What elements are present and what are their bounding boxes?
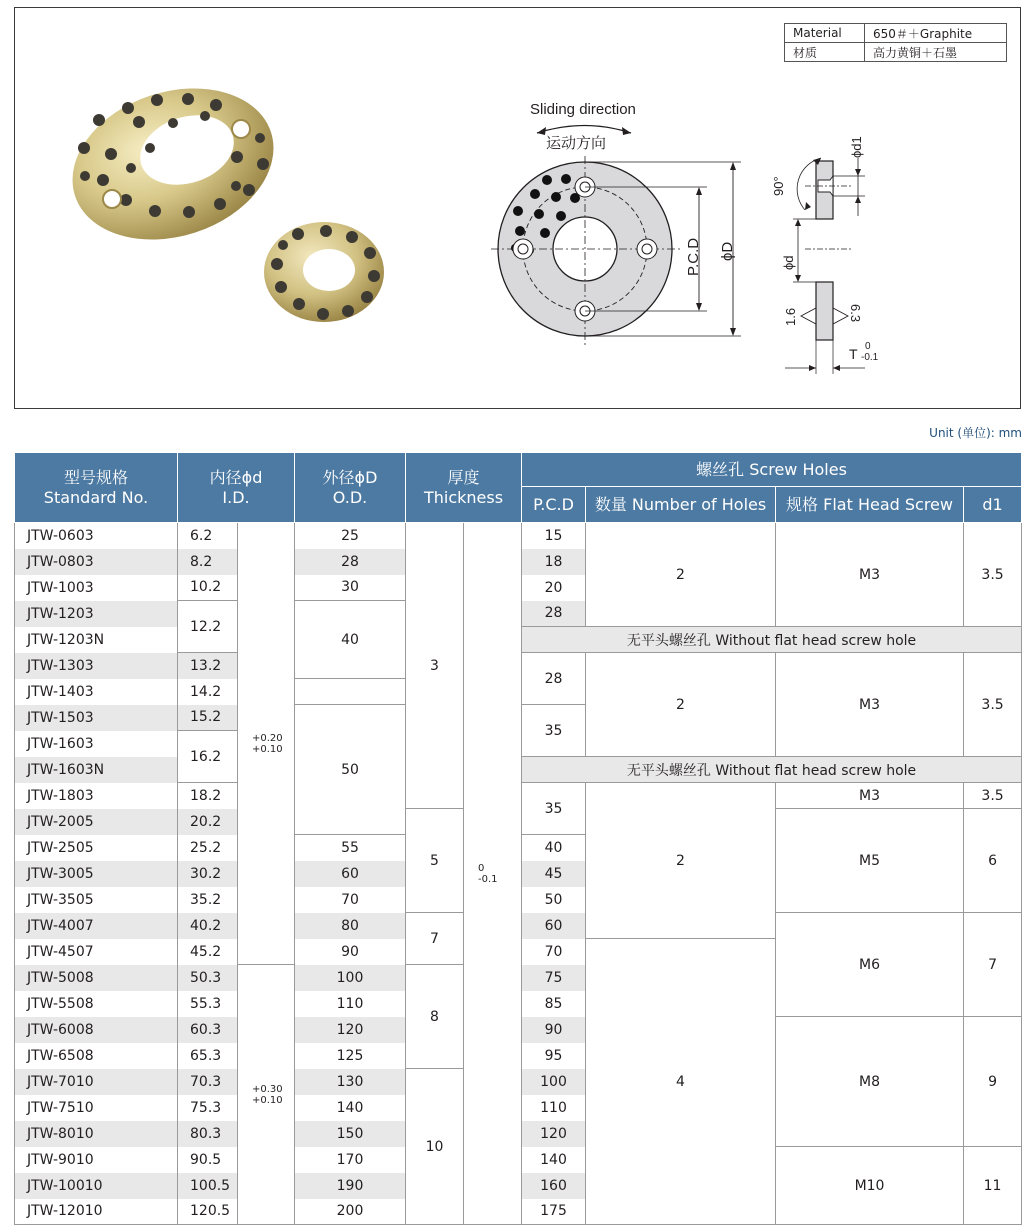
pcd-cell: 75 bbox=[522, 965, 586, 991]
od-cell: 70 bbox=[295, 887, 406, 913]
pcd-cell: 20 bbox=[522, 575, 586, 601]
number-of-holes-cell: 2 bbox=[586, 783, 776, 939]
thickness-tol-upper: 0 bbox=[865, 341, 871, 352]
id-tolerance-b: +0.30 +0.10 bbox=[238, 965, 295, 1225]
col-pcd: P.C.D bbox=[522, 487, 586, 523]
od-cell: 110 bbox=[295, 991, 406, 1017]
number-of-holes-cell: 4 bbox=[586, 939, 776, 1225]
od-cell: 150 bbox=[295, 1121, 406, 1147]
od-cell: 30 bbox=[295, 575, 406, 601]
standard-no-cell: JTW-0803 bbox=[15, 549, 178, 575]
d1-cell: 11 bbox=[964, 1147, 1022, 1225]
id-cell: 70.3 bbox=[178, 1069, 238, 1095]
flat-head-screw-cell: M5 bbox=[776, 809, 964, 913]
od-cell: 100 bbox=[295, 965, 406, 991]
pcd-cell: 110 bbox=[522, 1095, 586, 1121]
col-od: 外径ϕD O.D. bbox=[295, 453, 406, 523]
od-cell: 140 bbox=[295, 1095, 406, 1121]
d1-cell: 3.5 bbox=[964, 523, 1022, 627]
standard-no-cell: JTW-1203N bbox=[15, 627, 178, 653]
standard-no-cell: JTW-1003 bbox=[15, 575, 178, 601]
material-key: Material bbox=[785, 24, 865, 43]
d1-cell: 9 bbox=[964, 1017, 1022, 1147]
thickness-label: T bbox=[849, 346, 858, 362]
sliding-arrow-icon bbox=[537, 126, 631, 134]
flat-head-screw-cell: M10 bbox=[776, 1147, 964, 1225]
standard-no-cell: JTW-8010 bbox=[15, 1121, 178, 1147]
table-header-row bbox=[15, 453, 1022, 487]
large-washer-photo bbox=[53, 64, 293, 265]
sliding-direction-cn: 运动方向 bbox=[546, 134, 607, 152]
od-cell: 200 bbox=[295, 1199, 406, 1225]
col-thickness: 厚度 Thickness bbox=[406, 453, 522, 523]
material-value-cn: 高力黄铜＋石墨 bbox=[865, 43, 1007, 62]
od-cell: 60 bbox=[295, 861, 406, 887]
no-screw-hole-note: 无平头螺丝孔 Without flat head screw hole bbox=[522, 757, 1022, 783]
id-cell: 45.2 bbox=[178, 939, 238, 965]
flat-head-screw-cell: M8 bbox=[776, 1017, 964, 1147]
material-key-cn: 材质 bbox=[785, 43, 865, 62]
pcd-cell: 28 bbox=[522, 601, 586, 627]
od-cell bbox=[295, 679, 406, 705]
od-cell: 120 bbox=[295, 1017, 406, 1043]
col-id: 内径ϕd I.D. bbox=[178, 453, 295, 523]
pcd-cell: 175 bbox=[522, 1199, 586, 1225]
id-cell: 8.2 bbox=[178, 549, 238, 575]
pcd-cell: 28 bbox=[522, 653, 586, 705]
thickness-cell: 7 bbox=[406, 913, 464, 965]
thickness-cell: 10 bbox=[406, 1069, 464, 1225]
standard-no-cell: JTW-6508 bbox=[15, 1043, 178, 1069]
pcd-cell: 140 bbox=[522, 1147, 586, 1173]
thickness-tolerance: 0 -0.1 bbox=[464, 523, 522, 1225]
standard-no-cell: JTW-4507 bbox=[15, 939, 178, 965]
id-cell: 18.2 bbox=[178, 783, 238, 809]
flat-head-screw-cell: M3 bbox=[776, 653, 964, 757]
pcd-cell: 40 bbox=[522, 835, 586, 861]
id-cell: 25.2 bbox=[178, 835, 238, 861]
table-row bbox=[15, 523, 1022, 549]
pcd-cell: 35 bbox=[522, 783, 586, 835]
id-tolerance-a: +0.20 +0.10 bbox=[238, 523, 295, 965]
number-of-holes-cell: 2 bbox=[586, 523, 776, 627]
pcd-cell: 90 bbox=[522, 1017, 586, 1043]
id-cell: 10.2 bbox=[178, 575, 238, 601]
pcd-cell: 160 bbox=[522, 1173, 586, 1199]
id-cell: 20.2 bbox=[178, 809, 238, 835]
material-cn-row bbox=[785, 43, 1007, 62]
id-cell: 60.3 bbox=[178, 1017, 238, 1043]
flat-head-screw-cell: M3 bbox=[776, 783, 964, 809]
table-body bbox=[15, 523, 1022, 1225]
od-cell: 130 bbox=[295, 1069, 406, 1095]
id-cell: 75.3 bbox=[178, 1095, 238, 1121]
d1-cell: 7 bbox=[964, 913, 1022, 1017]
d1-cell: 6 bbox=[964, 809, 1022, 913]
flat-head-screw-cell: M3 bbox=[776, 523, 964, 627]
id-cell: 6.2 bbox=[178, 523, 238, 549]
pcd-cell: 85 bbox=[522, 991, 586, 1017]
sliding-direction-en: Sliding direction bbox=[530, 101, 636, 118]
standard-no-cell: JTW-7010 bbox=[15, 1069, 178, 1095]
id-cell: 55.3 bbox=[178, 991, 238, 1017]
pcd-cell: 18 bbox=[522, 549, 586, 575]
od-cell: 55 bbox=[295, 835, 406, 861]
standard-no-cell: JTW-7510 bbox=[15, 1095, 178, 1121]
d1-cell: 3.5 bbox=[964, 653, 1022, 757]
pcd-cell: 120 bbox=[522, 1121, 586, 1147]
pcd-cell: 15 bbox=[522, 523, 586, 549]
front-view-drawing bbox=[491, 101, 741, 346]
standard-no-cell: JTW-1603N bbox=[15, 757, 178, 783]
standard-no-cell: JTW-1403 bbox=[15, 679, 178, 705]
material-value: 650＃＋Graphite bbox=[865, 24, 1007, 43]
figure-panel bbox=[14, 7, 1021, 409]
id-cell: 15.2 bbox=[178, 705, 238, 731]
standard-no-cell: JTW-3005 bbox=[15, 861, 178, 887]
thickness-cell: 8 bbox=[406, 965, 464, 1069]
pcd-cell: 60 bbox=[522, 913, 586, 939]
finish-1-6-label: 1.6 bbox=[783, 307, 798, 326]
finish-6-3-label: 6.3 bbox=[848, 304, 863, 323]
od-label: ϕD bbox=[719, 241, 736, 261]
bushing-drawing bbox=[15, 8, 1022, 410]
standard-no-cell: JTW-1303 bbox=[15, 653, 178, 679]
id-cell: 40.2 bbox=[178, 913, 238, 939]
od-cell: 50 bbox=[295, 705, 406, 835]
standard-no-cell: JTW-10010 bbox=[15, 1173, 178, 1199]
od-cell: 190 bbox=[295, 1173, 406, 1199]
standard-no-cell: JTW-1603 bbox=[15, 731, 178, 757]
pcd-label: P.C.D bbox=[685, 237, 702, 276]
od-cell: 28 bbox=[295, 549, 406, 575]
standard-no-cell: JTW-4007 bbox=[15, 913, 178, 939]
id-cell: 90.5 bbox=[178, 1147, 238, 1173]
pcd-cell: 35 bbox=[522, 705, 586, 757]
id-cell: 14.2 bbox=[178, 679, 238, 705]
pcd-cell: 95 bbox=[522, 1043, 586, 1069]
unit-label: Unit (单位): mm bbox=[929, 426, 1022, 440]
standard-no-cell: JTW-9010 bbox=[15, 1147, 178, 1173]
id-cell: 120.5 bbox=[178, 1199, 238, 1225]
od-cell: 80 bbox=[295, 913, 406, 939]
id-cell: 80.3 bbox=[178, 1121, 238, 1147]
standard-no-cell: JTW-1503 bbox=[15, 705, 178, 731]
thickness-tol-lower: -0.1 bbox=[861, 352, 879, 363]
standard-no-cell: JTW-12010 bbox=[15, 1199, 178, 1225]
id-cell: 65.3 bbox=[178, 1043, 238, 1069]
col-d1: d1 bbox=[964, 487, 1022, 523]
standard-no-cell: JTW-2505 bbox=[15, 835, 178, 861]
thickness-cell: 3 bbox=[406, 523, 464, 809]
od-cell: 90 bbox=[295, 939, 406, 965]
pcd-cell: 100 bbox=[522, 1069, 586, 1095]
standard-no-cell: JTW-1803 bbox=[15, 783, 178, 809]
standard-no-cell: JTW-0603 bbox=[15, 523, 178, 549]
small-washer-photo bbox=[264, 222, 384, 322]
number-of-holes-cell: 2 bbox=[586, 653, 776, 757]
standard-no-cell: JTW-1203 bbox=[15, 601, 178, 627]
standard-no-cell: JTW-5008 bbox=[15, 965, 178, 991]
col-screw-holes: 螺丝孔 Screw Holes bbox=[522, 453, 1022, 487]
od-cell: 40 bbox=[295, 601, 406, 679]
standard-no-cell: JTW-5508 bbox=[15, 991, 178, 1017]
col-standard: 型号规格 Standard No. bbox=[15, 453, 178, 523]
standard-no-cell: JTW-2005 bbox=[15, 809, 178, 835]
standard-no-cell: JTW-6008 bbox=[15, 1017, 178, 1043]
no-screw-hole-note: 无平头螺丝孔 Without flat head screw hole bbox=[522, 627, 1022, 653]
id-cell: 35.2 bbox=[178, 887, 238, 913]
thickness-cell: 5 bbox=[406, 809, 464, 913]
pcd-cell: 45 bbox=[522, 861, 586, 887]
id-cell: 16.2 bbox=[178, 731, 238, 783]
pcd-cell: 50 bbox=[522, 887, 586, 913]
id-cell: 12.2 bbox=[178, 601, 238, 653]
standard-no-cell: JTW-3505 bbox=[15, 887, 178, 913]
id-label: ϕd bbox=[781, 255, 796, 270]
id-cell: 100.5 bbox=[178, 1173, 238, 1199]
od-cell: 125 bbox=[295, 1043, 406, 1069]
od-cell: 170 bbox=[295, 1147, 406, 1173]
id-cell: 50.3 bbox=[178, 965, 238, 991]
flat-head-screw-cell: M6 bbox=[776, 913, 964, 1017]
spec-table bbox=[14, 452, 1022, 1225]
angle-label: 90° bbox=[771, 176, 786, 196]
section-view-drawing bbox=[771, 136, 879, 374]
col-flat-head-screw: 规格 Flat Head Screw bbox=[776, 487, 964, 523]
material-row bbox=[785, 24, 1007, 43]
col-number-of-holes: 数量 Number of Holes bbox=[586, 487, 776, 523]
id-cell: 13.2 bbox=[178, 653, 238, 679]
pcd-cell: 70 bbox=[522, 939, 586, 965]
d1-cell: 3.5 bbox=[964, 783, 1022, 809]
material-table bbox=[784, 23, 1007, 62]
id-cell: 30.2 bbox=[178, 861, 238, 887]
od-cell: 25 bbox=[295, 523, 406, 549]
d1-label: ϕd1 bbox=[849, 136, 864, 158]
